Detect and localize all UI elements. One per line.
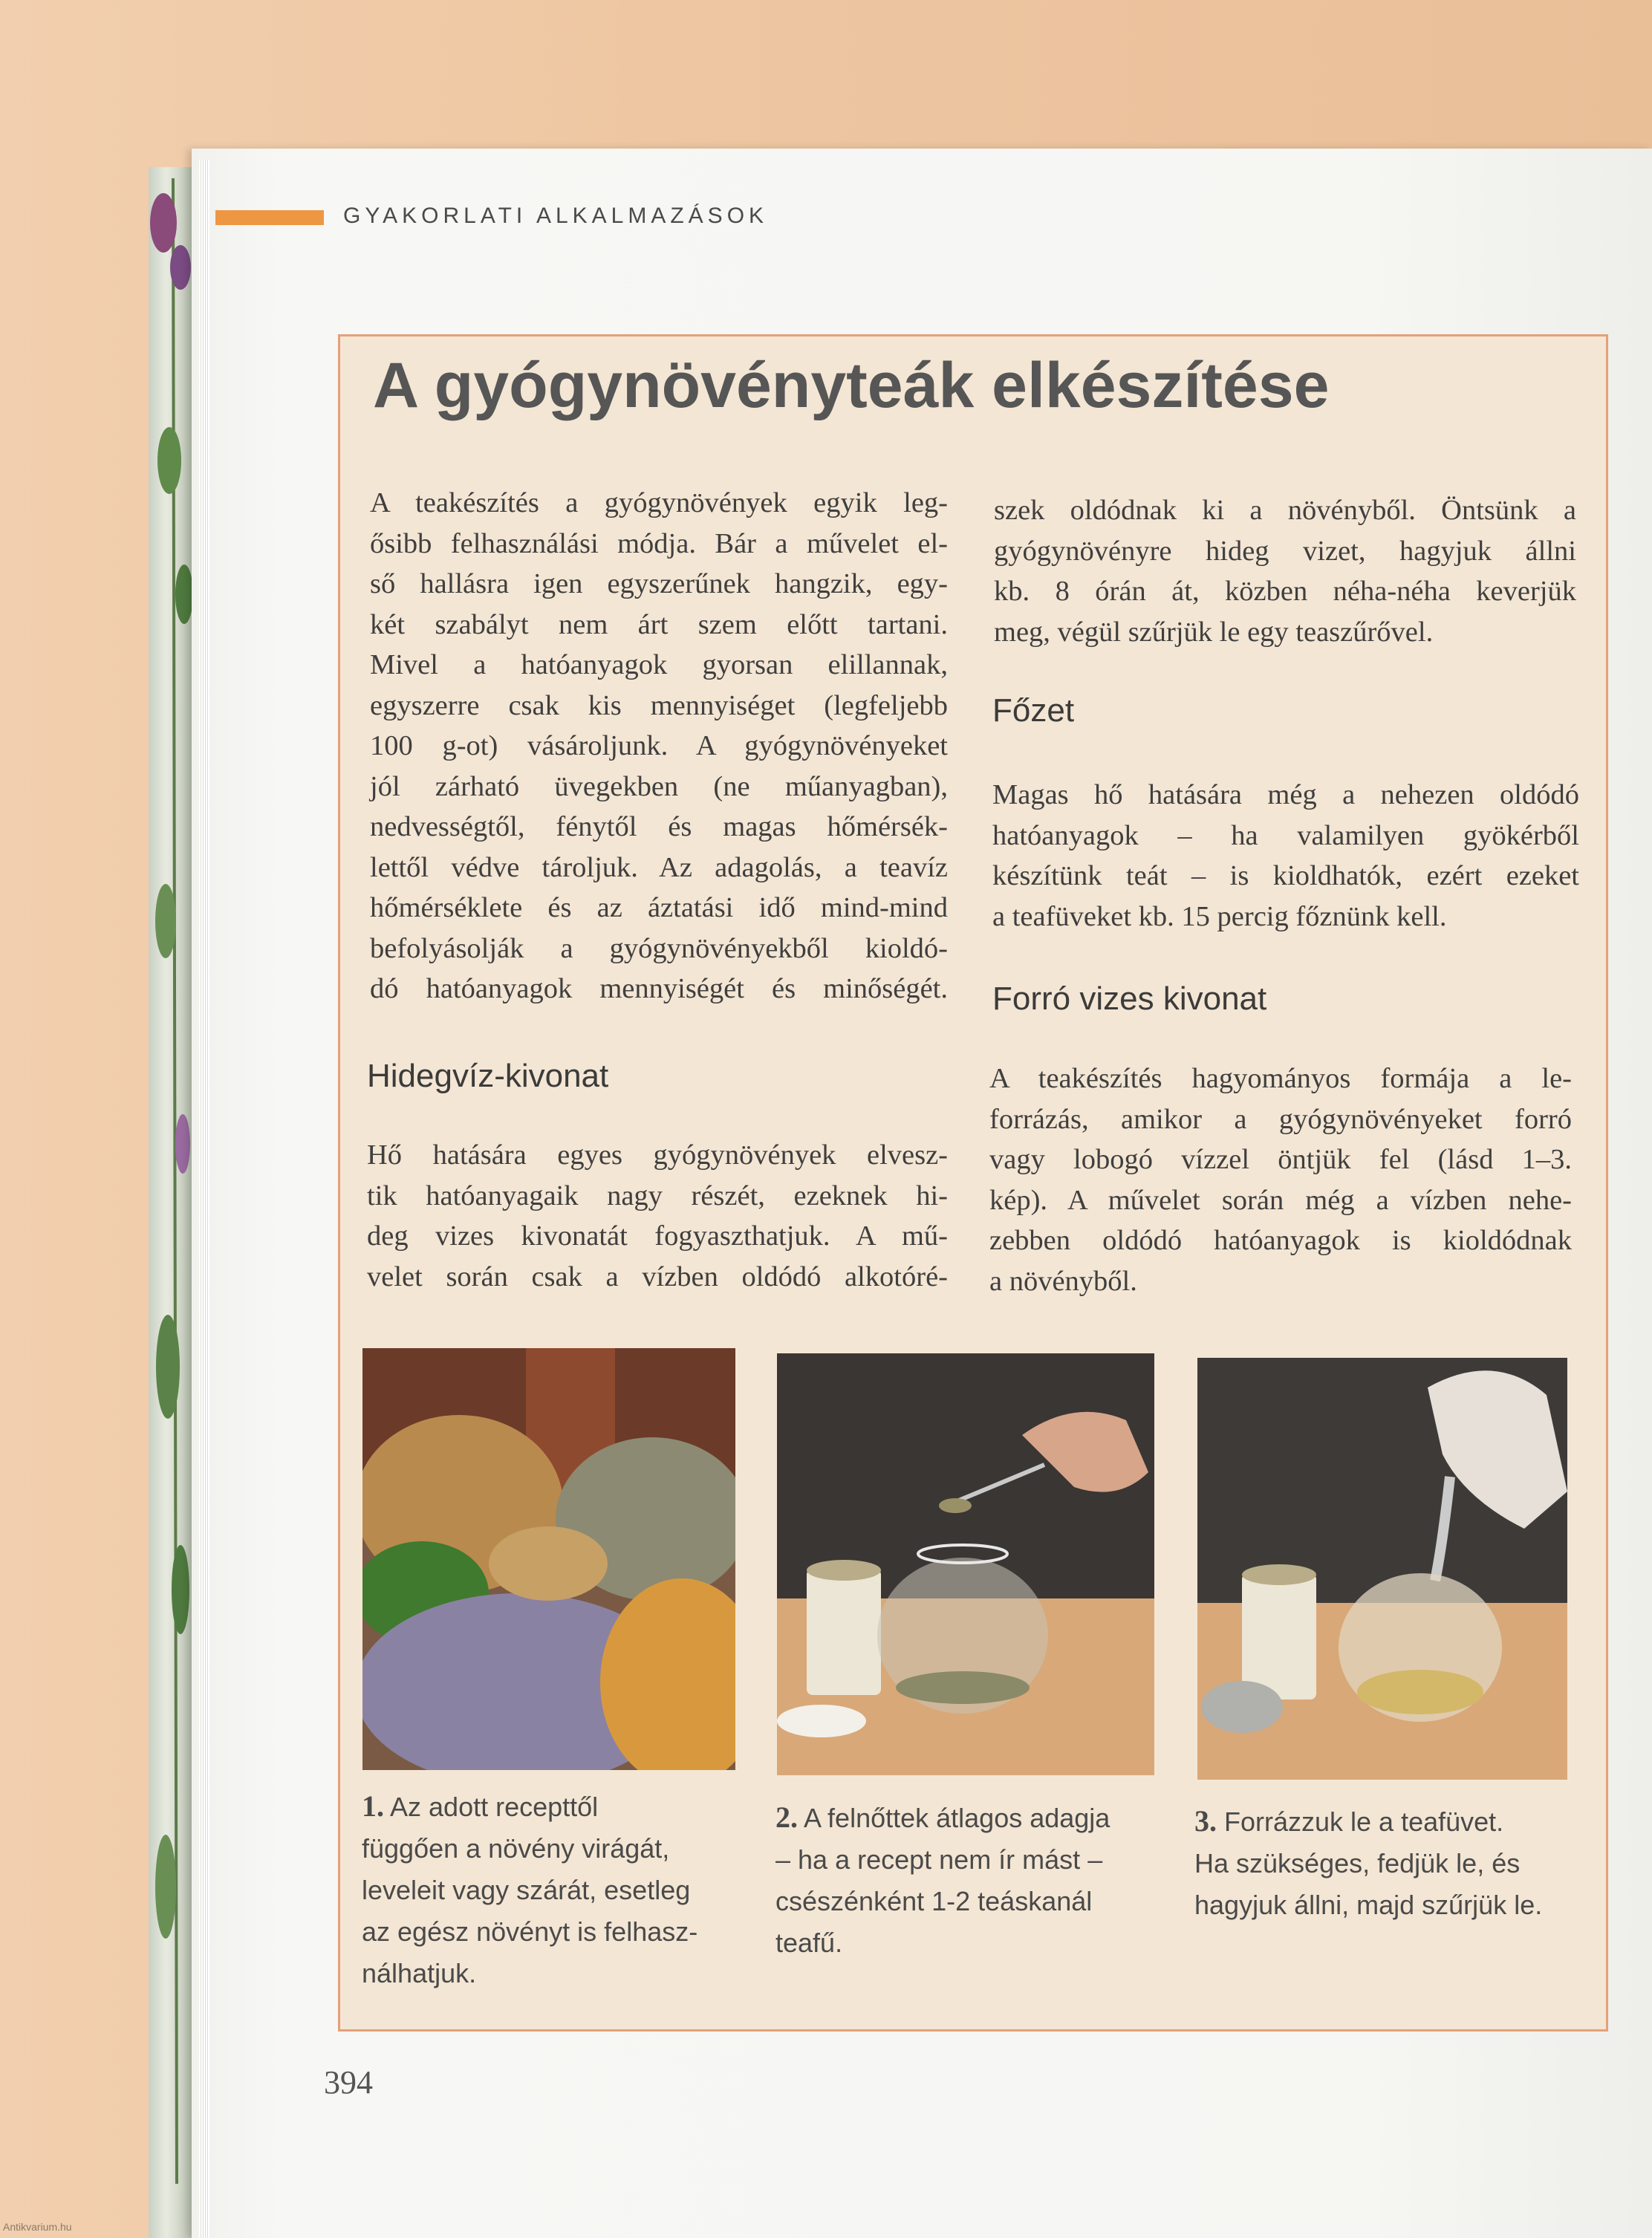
photo-pouring-water <box>1197 1358 1567 1780</box>
text-line: ősibb felhasználási módja. Bár a művelet el- <box>370 527 948 559</box>
text-line: Mivel a hatóanyagok gyorsan elillannak, <box>370 649 948 680</box>
caption-line: teafű. <box>775 1928 843 1958</box>
caption-number: 1. <box>362 1789 384 1823</box>
article-title: A gyógynövényteák elkészítése <box>373 350 1330 421</box>
heading-decoction: Főzet <box>992 692 1075 729</box>
heading-hot-extract: Forró vizes kivonat <box>992 980 1267 1017</box>
text-line: egyszerre csak kis mennyiséget (legfeljebb <box>370 689 948 721</box>
caption-number: 3. <box>1194 1804 1217 1838</box>
caption-line: leveleit vagy szárát, esetleg <box>362 1875 691 1905</box>
caption-line: – ha a recept nem ír mást – <box>775 1844 1103 1875</box>
heading-cold-extract: Hidegvíz-kivonat <box>367 1058 609 1094</box>
text-line: velet során csak a vízben oldódó alkotóré- <box>367 1260 948 1292</box>
text-line: befolyásolják a gyógynövényekből kioldó- <box>370 932 948 964</box>
caption-line: Az adott recepttől <box>384 1792 599 1822</box>
section-accent-bar <box>215 210 324 225</box>
text-line: vagy lobogó vízzel öntjük fel (lásd 1–3. <box>989 1144 1572 1175</box>
cold-extract-paragraph-left <box>367 1135 948 1297</box>
text-line: a növényből. <box>989 1265 1137 1297</box>
text-line: nedvességtől, fénytől és magas hőmérsék- <box>370 811 948 842</box>
text-line: tik hatóanyagaik nagy részét, ezeknek hi- <box>367 1180 948 1211</box>
text-line: A teakészítés a gyógynövények egyik leg- <box>370 487 948 518</box>
text-line: lettől védve tároljuk. Az adagolás, a teavíz <box>370 851 948 883</box>
watermark: Antikvarium.hu <box>3 2221 72 2233</box>
text-line: forrázás, amikor a gyógynövényeket forró <box>989 1103 1572 1135</box>
text-line: gyógynövényre hideg vizet, hagyjuk állni <box>994 535 1576 567</box>
text-line: Magas hő hatására még a nehezen oldódó <box>992 779 1579 810</box>
caption-line: hagyjuk állni, majd szűrjük le. <box>1194 1890 1543 1920</box>
caption-line: A felnőttek átlagos adagja <box>798 1803 1110 1833</box>
text-line: Hő hatására egyes gyógynövények elvesz- <box>367 1139 948 1171</box>
caption-2 <box>775 1797 1177 1964</box>
text-line: meg, végül szűrjük le egy teaszűrővel. <box>994 616 1434 648</box>
caption-line: csészénként 1-2 teáskanál <box>775 1886 1093 1916</box>
caption-line: Forrázzuk le a teafüvet. <box>1217 1806 1504 1837</box>
hot-extract-paragraph <box>989 1058 1572 1301</box>
cold-extract-paragraph-right <box>994 490 1576 652</box>
text-line: zebben oldódó hatóanyagok is kioldódnak <box>989 1225 1572 1256</box>
text-line: hatóanyagok – ha valamilyen gyökérből <box>992 819 1579 851</box>
text-line: dó hatóanyagok mennyiségét és minőségét. <box>370 973 948 1004</box>
page-number: 394 <box>324 2064 373 2101</box>
text-line: kép). A művelet során még a vízben nehe- <box>989 1184 1572 1216</box>
text-line: a teafüveket kb. 15 percig főznünk kell. <box>992 900 1447 932</box>
page-stack-edge <box>199 160 209 2238</box>
text-line: deg vizes kivonatát fogyaszthatjuk. A mű- <box>367 1220 948 1252</box>
photo-dried-herbs <box>362 1348 735 1770</box>
intro-paragraph <box>370 483 948 1009</box>
text-line: két szabályt nem árt szem előtt tartani. <box>370 608 948 640</box>
caption-3 <box>1194 1801 1596 1926</box>
text-line: hőmérséklete és az áztatási idő mind-mind <box>370 892 948 923</box>
section-label: GYAKORLATI ALKALMAZÁSOK <box>343 204 769 228</box>
text-line: szek oldódnak ki a növényből. Öntsünk a <box>994 495 1576 526</box>
text-line: kb. 8 órán át, közben néha-néha keverjük <box>994 576 1576 607</box>
text-line: ső hallásra igen egyszerűnek hangzik, egy- <box>370 568 948 599</box>
caption-1 <box>362 1786 748 1994</box>
decoction-paragraph <box>992 775 1579 937</box>
text-line: készítünk teát – is kioldhatók, ezért ezeket <box>992 860 1579 891</box>
caption-line: függően a növény virágát, <box>362 1833 670 1864</box>
caption-line: Ha szükséges, fedjük le, és <box>1194 1848 1521 1878</box>
text-line: jól zárható üvegekben (ne műanyagban), <box>370 770 948 802</box>
text-line: A teakészítés hagyományos formája a le- <box>989 1063 1572 1094</box>
caption-line: nálhatjuk. <box>362 1958 477 1988</box>
photo-measuring-tea <box>777 1353 1154 1775</box>
text-line: 100 g-ot) vásároljunk. A gyógynövényeket <box>370 730 948 761</box>
caption-number: 2. <box>775 1801 798 1834</box>
caption-line: az egész növényt is felhasz- <box>362 1916 698 1947</box>
